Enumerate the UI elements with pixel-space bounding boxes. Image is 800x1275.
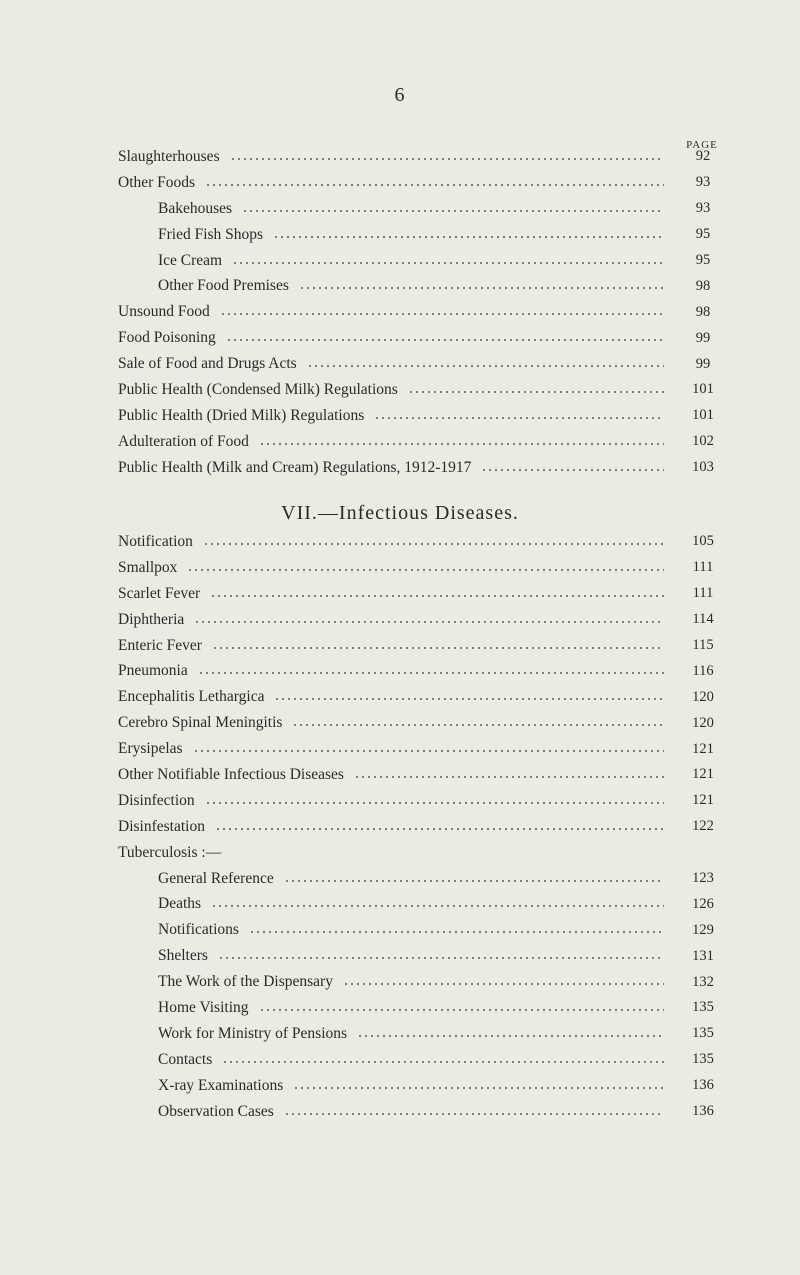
contents-entry <box>118 710 728 736</box>
entry-label: Tuberculosis :— <box>118 844 227 862</box>
contents-entry <box>118 325 728 351</box>
entry-label: Food Poisoning <box>118 329 222 347</box>
dot-leader <box>343 983 664 985</box>
dot-leader <box>259 1009 665 1011</box>
entry-label: Shelters <box>158 947 214 965</box>
dot-leader <box>205 802 664 804</box>
entry-page-number: 98 <box>695 277 711 294</box>
entry-label: Notifications <box>158 921 245 939</box>
dot-leader <box>249 931 664 933</box>
entry-label: Observation Cases <box>158 1103 280 1121</box>
entry-label: Cerebro Spinal Meningitis <box>118 714 288 732</box>
contents-entry <box>118 633 728 659</box>
contents-entry <box>118 1073 728 1099</box>
contents-entry <box>118 377 728 403</box>
contents-entry <box>118 969 728 995</box>
contents-entry <box>118 299 728 325</box>
entry-label: X-ray Examinations <box>158 1077 289 1095</box>
entry-page-number: 136 <box>692 1103 714 1120</box>
entry-page-number: 101 <box>692 381 714 398</box>
entry-label: Other Notifiable Infectious Diseases <box>118 766 350 784</box>
entry-label: Public Health (Dried Milk) Regulations <box>118 407 370 425</box>
dot-leader <box>293 1087 664 1089</box>
section-title: VII.—Infectious Diseases. <box>281 502 519 524</box>
entry-page-number: 99 <box>695 355 711 372</box>
entry-label: Enteric Fever <box>118 637 208 655</box>
entry-page-number: 98 <box>695 303 711 320</box>
contents-entry <box>118 762 728 788</box>
dot-leader <box>222 1061 664 1063</box>
entry-page-number: 99 <box>695 329 711 346</box>
entry-page-number: 135 <box>692 1025 714 1042</box>
entry-page-number: 126 <box>692 895 714 912</box>
entry-page-number: 102 <box>692 433 714 450</box>
contents-entry <box>118 196 728 222</box>
entry-page-number: 93 <box>695 200 711 217</box>
entry-page-number: 122 <box>692 818 714 835</box>
entry-page-number: 105 <box>692 533 714 550</box>
entry-page-number: 111 <box>692 559 714 576</box>
entry-page-number: 111 <box>692 585 714 602</box>
contents-entry <box>118 248 728 274</box>
contents-entry <box>118 866 728 892</box>
entry-label: Bakehouses <box>158 200 238 218</box>
page-column-heading: PAGE <box>686 139 718 151</box>
entry-page-number: 132 <box>692 973 714 990</box>
dot-leader <box>193 750 664 752</box>
contents-entry <box>118 607 728 633</box>
dot-leader <box>354 776 664 778</box>
dot-leader <box>231 854 664 856</box>
contents-entry <box>118 529 728 555</box>
entry-page-number: 129 <box>692 921 714 938</box>
entry-page-number: 101 <box>692 407 714 424</box>
contents-entry <box>118 222 728 248</box>
dot-leader <box>230 158 664 160</box>
dot-leader <box>211 905 664 907</box>
dot-leader <box>299 287 664 289</box>
entry-label: Fried Fish Shops <box>158 226 269 244</box>
dot-leader <box>242 210 664 212</box>
contents-entry <box>118 581 728 607</box>
entry-label: Notification <box>118 533 199 551</box>
dot-leader <box>187 569 664 571</box>
dot-leader <box>210 595 664 597</box>
entry-label: General Reference <box>158 870 280 888</box>
entry-page-number: 92 <box>695 148 711 165</box>
contents-entry <box>118 144 728 170</box>
entry-label: Other Foods <box>118 174 201 192</box>
dot-leader <box>284 880 664 882</box>
contents-entry <box>118 403 728 429</box>
contents-group-infectious-diseases <box>118 529 728 1124</box>
entry-label: Encephalitis Lethargica <box>118 688 270 706</box>
contents-entry <box>118 814 728 840</box>
contents-entry <box>118 684 728 710</box>
contents-group-food <box>118 144 728 481</box>
entry-label: Diphtheria <box>118 611 190 629</box>
dot-leader <box>232 262 664 264</box>
contents-entry <box>118 351 728 377</box>
entry-page-number: 120 <box>692 688 714 705</box>
dot-leader <box>481 469 664 471</box>
entry-label: Scarlet Fever <box>118 585 206 603</box>
entry-label: Disinfestation <box>118 818 211 836</box>
entry-label: Deaths <box>158 895 207 913</box>
dot-leader <box>357 1035 664 1037</box>
entry-label: Public Health (Milk and Cream) Regulations, 1912-1917 <box>118 459 477 477</box>
entry-label: Pneumonia <box>118 662 194 680</box>
entry-page-number: 121 <box>692 792 714 809</box>
entry-label: Unsound Food <box>118 303 216 321</box>
contents-entry <box>118 840 728 866</box>
entry-label: The Work of the Dispensary <box>158 973 339 991</box>
entry-page-number: 123 <box>692 870 714 887</box>
contents-entry <box>118 995 728 1021</box>
entry-label: Ice Cream <box>158 252 228 270</box>
contents-entry <box>118 658 728 684</box>
entry-page-number: 120 <box>692 714 714 731</box>
contents-entry <box>118 555 728 581</box>
entry-page-number: 95 <box>695 226 711 243</box>
dot-leader <box>215 828 664 830</box>
entry-label: Smallpox <box>118 559 183 577</box>
dot-leader <box>374 417 664 419</box>
entry-page-number: 121 <box>692 766 714 783</box>
entry-page-number: 114 <box>692 611 714 628</box>
dot-leader <box>220 313 664 315</box>
dot-leader <box>292 724 664 726</box>
entry-label: Slaughterhouses <box>118 148 226 166</box>
contents-entry <box>118 455 728 481</box>
dot-leader <box>408 391 664 393</box>
entry-page-number: 135 <box>692 999 714 1016</box>
entry-label: Adulteration of Food <box>118 433 255 451</box>
dot-leader <box>205 184 664 186</box>
contents-entry <box>118 1047 728 1073</box>
dot-leader <box>203 543 664 545</box>
dot-leader <box>274 698 664 700</box>
dot-leader <box>198 672 664 674</box>
contents-entry <box>118 788 728 814</box>
page-number: 6 <box>394 84 406 106</box>
contents-entry <box>118 273 728 299</box>
dot-leader <box>284 1113 664 1115</box>
contents-entry <box>118 170 728 196</box>
dot-leader <box>194 621 664 623</box>
entry-label: Disinfection <box>118 792 201 810</box>
entry-label: Other Food Premises <box>158 277 295 295</box>
entry-label: Erysipelas <box>118 740 189 758</box>
dot-leader <box>218 957 664 959</box>
entry-label: Sale of Food and Drugs Acts <box>118 355 303 373</box>
entry-label: Public Health (Condensed Milk) Regulations <box>118 381 404 399</box>
entry-page-number: 131 <box>692 947 714 964</box>
entry-label: Contacts <box>158 1051 218 1069</box>
dot-leader <box>212 647 664 649</box>
entry-page-number: 136 <box>692 1077 714 1094</box>
entry-label: Work for Ministry of Pensions <box>158 1025 353 1043</box>
dot-leader <box>307 365 664 367</box>
entry-label: Home Visiting <box>158 999 255 1017</box>
contents-entry <box>118 736 728 762</box>
contents-entry <box>118 891 728 917</box>
entry-page-number: 93 <box>695 174 711 191</box>
entry-page-number: 115 <box>692 637 714 653</box>
entry-page-number: 121 <box>692 740 714 757</box>
contents-entry <box>118 429 728 455</box>
contents-entry <box>118 1021 728 1047</box>
contents-entry <box>118 943 728 969</box>
dot-leader <box>226 339 664 341</box>
dot-leader <box>273 236 664 238</box>
dot-leader <box>259 443 664 445</box>
entry-page-number: 135 <box>692 1051 714 1068</box>
entry-page-number: 95 <box>695 252 711 268</box>
entry-page-number: 116 <box>692 662 714 679</box>
contents-entry <box>118 917 728 943</box>
contents-entry <box>118 1099 728 1125</box>
entry-page-number: 103 <box>692 459 714 476</box>
